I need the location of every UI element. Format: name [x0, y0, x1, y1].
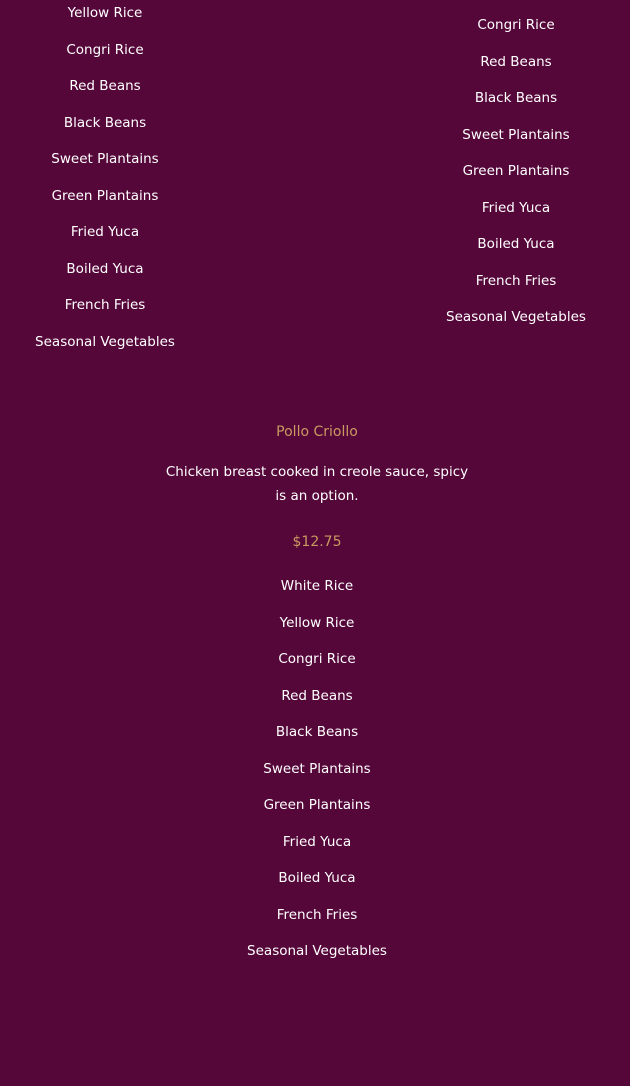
side-item: Red Beans [69, 78, 141, 94]
side-item: Seasonal Vegetables [446, 309, 586, 325]
side-item: Yellow Rice [279, 614, 355, 631]
dish-price: $12.75 [292, 534, 342, 550]
side-item: Black Beans [275, 724, 359, 740]
side-item: Black Beans [63, 114, 147, 131]
side-item: Seasonal Vegetables [247, 943, 387, 959]
pollo-criollo-sides-list [0, 573, 630, 975]
side-item: Congri Rice [66, 41, 144, 58]
side-item: Boiled Yuca [477, 236, 555, 252]
side-item: Sweet Plantains [462, 126, 570, 143]
dish-title: Pollo Criollo [276, 424, 358, 440]
side-item: Boiled Yuca [66, 260, 144, 277]
side-item: Boiled Yuca [278, 870, 356, 886]
side-item: Sweet Plantains [263, 760, 371, 777]
side-item: French Fries [64, 297, 146, 313]
side-item: Sweet Plantains [51, 151, 159, 167]
side-item: French Fries [276, 906, 358, 923]
side-item: Congri Rice [477, 17, 555, 33]
side-item: Red Beans [281, 687, 353, 704]
side-item: Green Plantains [51, 187, 159, 204]
previous-dish-sides-list [0, 0, 210, 365]
side-item: White Rice [280, 578, 354, 594]
side-item: Red Beans [480, 53, 552, 70]
side-item: Fried Yuca [282, 833, 352, 850]
previous-dish-sides-list-right [420, 12, 612, 341]
side-item: Seasonal Vegetables [35, 333, 175, 350]
dish-description: Chicken breast cooked in creole sauce, spicy is an option. [165, 464, 469, 504]
side-item: Fried Yuca [481, 199, 551, 216]
side-item: Green Plantains [462, 163, 570, 179]
side-item: Congri Rice [278, 651, 356, 667]
side-item: Black Beans [474, 90, 558, 106]
side-item: French Fries [475, 272, 557, 289]
side-item: Fried Yuca [70, 224, 140, 240]
side-item: Yellow Rice [67, 5, 143, 21]
side-item: Green Plantains [263, 797, 371, 813]
